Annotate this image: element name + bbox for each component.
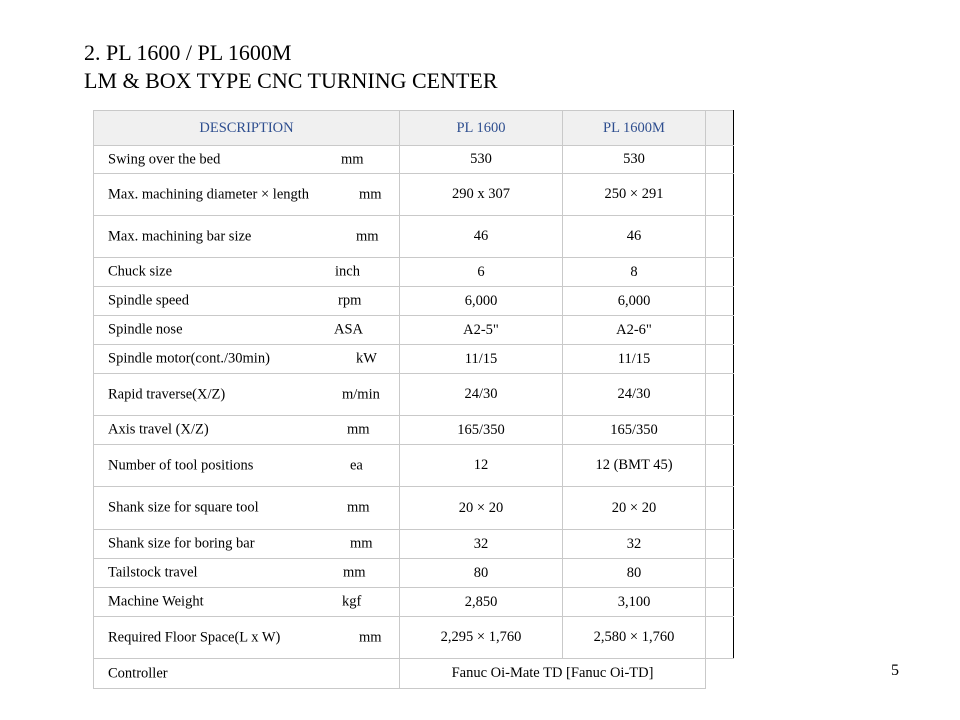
row-unit: mm <box>347 421 370 438</box>
value-pl1600: 530 <box>400 146 563 174</box>
table-row <box>94 374 734 416</box>
row-description <box>94 258 400 287</box>
value-pl1600m: 24/30 <box>563 374 706 416</box>
row-unit: kW <box>356 350 377 367</box>
table-row <box>94 146 734 174</box>
table-row <box>94 216 734 258</box>
controller-spacer <box>706 659 734 689</box>
row-description <box>94 345 400 374</box>
row-label: Shank size for square tool <box>108 499 259 516</box>
row-label: Spindle nose <box>108 321 183 338</box>
row-unit: mm <box>359 186 382 202</box>
value-pl1600: 12 <box>400 445 563 487</box>
value-pl1600: 290 x 307 <box>400 174 563 216</box>
value-pl1600: 2,850 <box>400 588 563 617</box>
table-row <box>94 487 734 530</box>
row-description <box>94 316 400 345</box>
row-description <box>94 287 400 316</box>
row-unit: mm <box>356 228 379 244</box>
row-unit: ea <box>350 457 363 473</box>
controller-label: Controller <box>108 665 168 681</box>
table-row <box>94 345 734 374</box>
row-label: Spindle speed <box>108 292 189 309</box>
row-label: Shank size for boring bar <box>108 535 255 552</box>
row-unit: inch <box>335 263 360 280</box>
value-pl1600m: 12 (BMT 45) <box>563 445 706 487</box>
value-pl1600m: 250 × 291 <box>563 174 706 216</box>
row-spacer <box>706 617 734 659</box>
row-spacer <box>706 146 734 174</box>
row-spacer <box>706 416 734 445</box>
table-header-row <box>94 111 734 146</box>
row-spacer <box>706 258 734 287</box>
header-description: DESCRIPTION <box>94 111 400 146</box>
header-spacer <box>706 111 734 146</box>
row-label: Tailstock travel <box>108 564 198 581</box>
value-pl1600: 165/350 <box>400 416 563 445</box>
row-label: Number of tool positions <box>108 457 254 473</box>
row-spacer <box>706 487 734 530</box>
row-unit: m/min <box>342 386 380 402</box>
controller-value: Fanuc Oi-Mate TD [Fanuc Oi-TD] <box>400 659 706 689</box>
row-spacer <box>706 445 734 487</box>
value-pl1600: 80 <box>400 559 563 588</box>
table-row <box>94 588 734 617</box>
row-description <box>94 617 400 659</box>
value-pl1600m: 32 <box>563 530 706 559</box>
value-pl1600m: 80 <box>563 559 706 588</box>
row-description <box>94 588 400 617</box>
row-unit: kgf <box>342 593 362 610</box>
value-pl1600: 6 <box>400 258 563 287</box>
header-pl1600: PL 1600 <box>400 111 563 146</box>
value-pl1600: 24/30 <box>400 374 563 416</box>
row-unit: mm <box>347 499 370 516</box>
row-label: Spindle motor(cont./30min) <box>108 350 270 367</box>
table-row <box>94 174 734 216</box>
value-pl1600: A2-5" <box>400 316 563 345</box>
value-pl1600m: 530 <box>563 146 706 174</box>
value-pl1600m: 8 <box>563 258 706 287</box>
row-label: Max. machining bar size <box>108 228 252 244</box>
row-label: Max. machining diameter × length <box>108 186 310 202</box>
row-label: Required Floor Space(L x W) <box>108 629 281 645</box>
table-row <box>94 559 734 588</box>
table-row <box>94 617 734 659</box>
value-pl1600: 2,295 × 1,760 <box>400 617 563 659</box>
row-description <box>94 174 400 216</box>
row-unit: ASA <box>334 321 364 338</box>
value-pl1600m: 165/350 <box>563 416 706 445</box>
spec-table <box>93 110 734 689</box>
value-pl1600m: 46 <box>563 216 706 258</box>
row-label: Swing over the bed <box>108 151 221 167</box>
table-row <box>94 445 734 487</box>
table-row <box>94 530 734 559</box>
row-spacer <box>706 374 734 416</box>
table-row <box>94 287 734 316</box>
value-pl1600m: 3,100 <box>563 588 706 617</box>
controller-description <box>94 659 400 689</box>
row-spacer <box>706 530 734 559</box>
value-pl1600: 32 <box>400 530 563 559</box>
row-label: Chuck size <box>108 263 173 280</box>
row-description <box>94 146 400 174</box>
value-pl1600m: 20 × 20 <box>563 487 706 530</box>
row-description <box>94 374 400 416</box>
value-pl1600m: 2,580 × 1,760 <box>563 617 706 659</box>
value-pl1600: 6,000 <box>400 287 563 316</box>
controller-row <box>94 659 734 689</box>
row-description <box>94 559 400 588</box>
row-spacer <box>706 345 734 374</box>
row-unit: mm <box>359 629 382 645</box>
row-spacer <box>706 316 734 345</box>
row-spacer <box>706 174 734 216</box>
row-unit: mm <box>341 151 364 167</box>
row-spacer <box>706 588 734 617</box>
value-pl1600: 46 <box>400 216 563 258</box>
row-spacer <box>706 216 734 258</box>
row-unit: mm <box>343 564 366 581</box>
header-pl1600m: PL 1600M <box>563 111 706 146</box>
row-description <box>94 530 400 559</box>
page-title: 2. PL 1600 / PL 1600M <box>84 40 292 65</box>
row-label: Rapid traverse(X/Z) <box>108 386 226 402</box>
row-spacer <box>706 559 734 588</box>
page-number: 5 <box>891 662 899 679</box>
page-subtitle: LM & BOX TYPE CNC TURNING CENTER <box>84 68 498 93</box>
table-row <box>94 316 734 345</box>
table-row <box>94 416 734 445</box>
row-label: Axis travel (X/Z) <box>108 421 209 438</box>
value-pl1600m: 11/15 <box>563 345 706 374</box>
row-description <box>94 416 400 445</box>
value-pl1600m: A2-6" <box>563 316 706 345</box>
table-row <box>94 258 734 287</box>
row-description <box>94 445 400 487</box>
value-pl1600: 11/15 <box>400 345 563 374</box>
row-unit: rpm <box>338 292 362 309</box>
row-label: Machine Weight <box>108 593 204 610</box>
value-pl1600: 20 × 20 <box>400 487 563 530</box>
row-spacer <box>706 287 734 316</box>
row-description <box>94 487 400 530</box>
value-pl1600m: 6,000 <box>563 287 706 316</box>
row-unit: mm <box>350 535 373 552</box>
row-description <box>94 216 400 258</box>
